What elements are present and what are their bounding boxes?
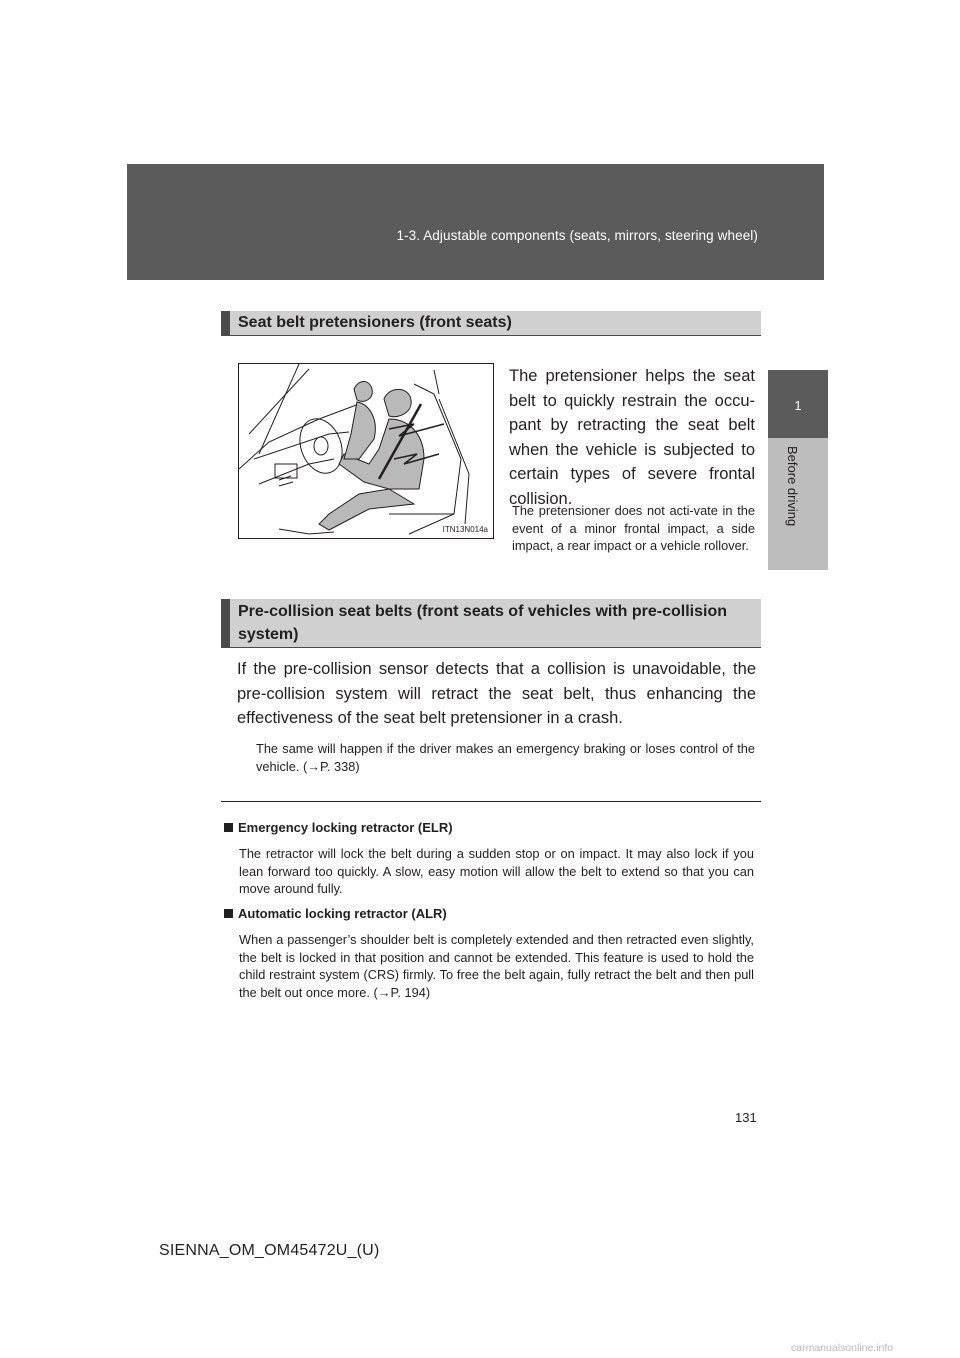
pretensioner-note: The pretensioner does not acti-vate in the event of a minor frontal impact, a side impact, a rear impact or a vehicle rollover. [512,503,755,553]
pre-collision-note: The same will happen if the driver makes an emergency braking or loses control of the vehicle. (→P. 338) [256,741,755,774]
chapter-label: Before driving [785,446,800,527]
chapter-label-tab [768,438,828,570]
crash-scene-drawing [239,364,493,538]
document-code: SIENNA_OM_OM45472U_(U) [159,1242,380,1259]
item-body-elr: The retractor will lock the belt during a sudden stop or on impact. It may also lock if you lean forward too quickly. A slow, easy motion will allow the belt to extend so that you can move around fully. [239,846,754,896]
divider [221,801,761,802]
watermark: carmanualsonline.info [791,1342,894,1354]
page-number: 131 [735,1110,757,1125]
item-title-text: Emergency locking retractor (ELR) [238,820,453,835]
item-title-alr [224,906,447,921]
section-heading-pre-collision: Pre-collision seat belts (front seats of vehicles with pre-collision system) [221,599,761,648]
chapter-tab [768,370,828,438]
pretensioner-illustration [238,363,494,539]
section-title: 1-3. Adjustable components (seats, mirrors, steering wheel) [396,228,758,243]
pre-collision-paragraph: If the pre-collision sensor detects that a collision is unavoidable, the pre-collision system will retract the seat belt, thus enhancing the effectiveness of the seat belt pretensioner in a crash. [237,660,756,727]
item-body-alr: When a passenger’s shoulder belt is completely extended and then retracted even slightly, the belt is locked in that position and cannot be extended. This feature is used to hold the child restraint system (CRS) firmly. To free the belt again, fully retract the belt and then pull the belt out once more. (→P. 194) [239,932,754,1000]
item-title-elr [224,820,453,835]
section-heading-pretensioners: Seat belt pretensioners (front seats) [221,311,761,336]
square-bullet-icon [224,823,233,832]
square-bullet-icon [224,909,233,918]
header-band [127,164,824,280]
pretensioner-paragraph: The pretensioner helps the seat belt to quickly restrain the occu-pant by retracting the seat belt when the vehicle is subjected to certain types of severe frontal collision. [509,367,755,508]
item-title-text: Automatic locking retractor (ALR) [238,906,447,921]
figure-code: ITN13N014a [442,525,488,534]
chapter-number: 1 [794,398,802,413]
